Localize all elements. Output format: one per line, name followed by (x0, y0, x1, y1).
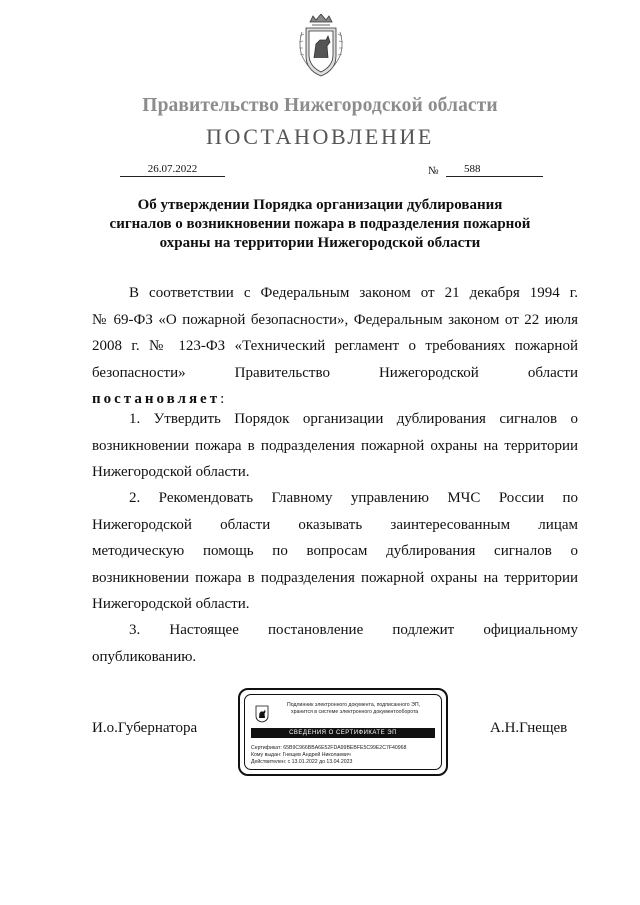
stamp-owner-row (251, 752, 351, 758)
title-line: Об утверждении Порядка организации дублирования (137, 197, 503, 213)
stamp-label: Кому выдан: (251, 752, 282, 758)
item-line: Нижегородской области. (92, 464, 250, 480)
government-name: Правительство Нижегородской области (142, 95, 498, 116)
preamble-line: 2008 г. № 123-ФЗ «Технический регламент о требованиях пожарной (92, 338, 578, 354)
stamp-value: 65B9C966BBA6E52FDA99BEBFE5C99E2C7F40968 (283, 745, 407, 751)
stamp-caption: Подлинник электронного документа, подписанного ЭП, (287, 702, 421, 708)
item-line: 3. Настоящее постановление подлежит официальному (129, 622, 578, 638)
coat-of-arms-emblem (298, 14, 344, 78)
document-title (100, 196, 540, 253)
item-line: опубликованию. (92, 648, 197, 665)
item-line: Нижегородской области. (92, 596, 250, 612)
document-number-field (446, 163, 543, 177)
deer-emblem-icon (255, 705, 269, 723)
preamble-line: В соответствии с Федеральным законом от 21 декабря 1994 г. (129, 285, 578, 301)
signer-name: А.Н.Гнещев (490, 720, 568, 736)
item-line: Нижегородской области оказывать заинтересованным лицам (92, 516, 578, 533)
preamble (92, 280, 578, 413)
title-line: охраны на территории Нижегородской области (159, 235, 481, 251)
stamp-cert-row (251, 745, 406, 751)
electronic-signature-stamp (238, 688, 448, 776)
stamp-value: Гнещев Андрей Николаевич (282, 752, 351, 758)
stamp-frame (244, 694, 442, 770)
stamp-value: с 13.01.2022 до 13.04.2023 (287, 759, 353, 765)
title-line: сигналов о возникновении пожара в подразделения пожарной (109, 216, 531, 232)
preamble-line: № 69-ФЗ «О пожарной безопасности», Федеральным законом от 22 июля (92, 311, 578, 328)
item-line: возникновении пожара в подразделения пожарной охраны на территории (92, 569, 578, 586)
item-3 (92, 617, 578, 670)
signer-position: И.о.Губернатора (92, 720, 198, 736)
item-line: методическую помощь по вопросам дублирования сигналов о (92, 543, 578, 559)
decides-colon: : (220, 391, 225, 407)
document-type: ПОСТАНОВЛЕНИЕ (206, 124, 434, 149)
decides-word: постановляет (92, 391, 221, 407)
item-line: 1. Утвердить Порядок организации дублирования сигналов о (129, 411, 578, 427)
stamp-header-bar: СВЕДЕНИЯ О СЕРТИФИКАТЕ ЭП (251, 728, 435, 738)
stamp-label: Действителен: (251, 759, 287, 765)
item-1 (92, 406, 578, 486)
stamp-label: Сертификат: (251, 745, 282, 751)
stamp-caption: хранится в системе электронного документооборота (291, 709, 419, 715)
item-2 (92, 485, 578, 618)
item-line: 2. Рекомендовать Главному управлению МЧС России по (129, 490, 578, 506)
number-sign: № (428, 165, 439, 177)
item-line: возникновении пожара в подразделения пожарной охраны на территории (92, 437, 578, 454)
preamble-line: безопасности» Правительство Нижегородской области (92, 364, 578, 381)
stamp-valid-row (251, 759, 352, 765)
document-number: 588 (464, 163, 481, 175)
document-date: 26.07.2022 (120, 163, 225, 177)
